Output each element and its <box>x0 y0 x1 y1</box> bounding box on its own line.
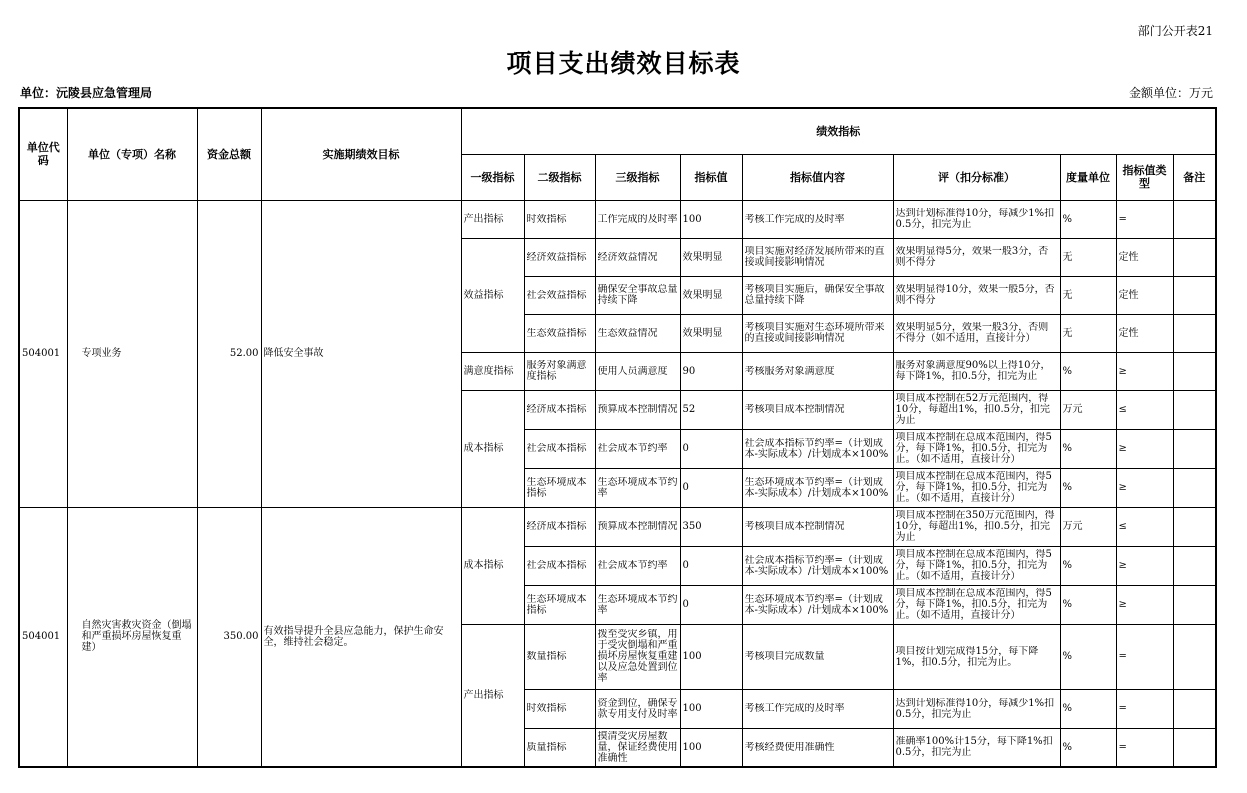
measure-unit: % <box>1060 546 1116 585</box>
indicator-content: 考核项目成本控制情况 <box>742 507 893 546</box>
indicator-content: 考核服务对象满意度 <box>742 352 893 390</box>
indicator-value: 100 <box>680 689 742 728</box>
indicator-level3: 使用人员满意度 <box>595 352 680 390</box>
scoring-standard: 项目成本控制在52万元范围内，得10分，每超出1%，扣0.5分，扣完为止 <box>893 390 1060 429</box>
project-total: 52.00 <box>197 200 261 507</box>
scoring-standard: 准确率100%计15分，每下降1%扣0.5分，扣完为止 <box>893 728 1060 767</box>
header-score: 评（扣分标准） <box>893 154 1060 200</box>
measure-unit: % <box>1060 689 1116 728</box>
indicator-value: 0 <box>680 585 742 624</box>
header-name: 单位（专项）名称 <box>67 108 197 200</box>
scoring-standard: 效果明显得5分，效果一般3分，否则不得分 <box>893 238 1060 276</box>
indicator-level1: 成本指标 <box>461 507 524 624</box>
remark <box>1173 276 1216 314</box>
value-type: ≥ <box>1116 546 1173 585</box>
indicator-content: 项目实施对经济发展所带来的直接或间接影响情况 <box>742 238 893 276</box>
indicator-level2: 质量指标 <box>524 728 595 767</box>
indicator-level1: 效益指标 <box>461 238 524 352</box>
indicator-level1: 成本指标 <box>461 390 524 507</box>
remark <box>1173 546 1216 585</box>
indicator-content: 考核项目成本控制情况 <box>742 390 893 429</box>
value-type: = <box>1116 624 1173 689</box>
indicator-value: 52 <box>680 390 742 429</box>
value-type: ≥ <box>1116 585 1173 624</box>
measure-unit: 无 <box>1060 276 1116 314</box>
measure-unit: % <box>1060 429 1116 468</box>
scoring-standard: 项目成本控制在350万元范围内，得10分，每超出1%，扣0.5分，扣完为止 <box>893 507 1060 546</box>
indicator-content: 社会成本指标节约率=（计划成本-实际成本）/计划成本×100% <box>742 546 893 585</box>
scoring-standard: 项目成本控制在总成本范围内，得5分，每下降1%，扣0.5分，扣完为止。（如不适用，直接计分） <box>893 429 1060 468</box>
indicator-level2: 生态效益指标 <box>524 314 595 352</box>
indicator-level2: 社会成本指标 <box>524 429 595 468</box>
measure-unit: 万元 <box>1060 390 1116 429</box>
indicator-level2: 社会成本指标 <box>524 546 595 585</box>
indicator-level1: 满意度指标 <box>461 352 524 390</box>
scoring-standard: 项目成本控制在总成本范围内，得5分，每下降1%，扣0.5分，扣完为止。（如不适用，直接计分） <box>893 468 1060 507</box>
indicator-level2: 经济成本指标 <box>524 390 595 429</box>
indicator-level2: 经济成本指标 <box>524 507 595 546</box>
indicator-level1: 产出指标 <box>461 200 524 238</box>
indicator-value: 效果明显 <box>680 314 742 352</box>
indicator-level3: 生态环境成本节约率 <box>595 585 680 624</box>
indicator-value: 90 <box>680 352 742 390</box>
header-remark: 备注 <box>1173 154 1216 200</box>
indicator-level2: 经济效益指标 <box>524 238 595 276</box>
measure-unit: % <box>1060 468 1116 507</box>
measure-unit: % <box>1060 728 1116 767</box>
value-type: ≥ <box>1116 468 1173 507</box>
indicator-content: 考核项目完成数量 <box>742 624 893 689</box>
value-type: = <box>1116 728 1173 767</box>
scoring-standard: 项目成本控制在总成本范围内，得5分，每下降1%，扣0.5分，扣完为止。（如不适用，直接计分） <box>893 546 1060 585</box>
header-perf: 绩效指标 <box>461 108 1216 154</box>
indicator-level2: 数量指标 <box>524 624 595 689</box>
remark <box>1173 468 1216 507</box>
table-row <box>19 507 1216 546</box>
remark <box>1173 507 1216 546</box>
indicator-level2: 时效指标 <box>524 689 595 728</box>
indicator-level3: 资金到位，确保专款专用支付及时率 <box>595 689 680 728</box>
header-lvl1: 一级指标 <box>461 154 524 200</box>
header-lvl3: 三级指标 <box>595 154 680 200</box>
header-code: 单位代码 <box>19 108 67 200</box>
value-type: ≤ <box>1116 390 1173 429</box>
indicator-content: 生态环境成本节约率=（计划成本-实际成本）/计划成本×100% <box>742 585 893 624</box>
indicator-value: 0 <box>680 468 742 507</box>
indicator-content: 考核经费使用准确性 <box>742 728 893 767</box>
performance-table <box>18 107 1217 768</box>
project-goal: 降低安全事故 <box>261 200 461 507</box>
remark <box>1173 200 1216 238</box>
header-goal: 实施期绩效目标 <box>261 108 461 200</box>
header-type: 指标值类型 <box>1116 154 1173 200</box>
indicator-content: 生态环境成本节约率=（计划成本-实际成本）/计划成本×100% <box>742 468 893 507</box>
project-total: 350.00 <box>197 507 261 767</box>
indicator-value: 效果明显 <box>680 276 742 314</box>
unit-label: 单位：沅陵县应急管理局 <box>20 86 153 100</box>
scoring-standard: 项目成本控制在总成本范围内，得5分，每下降1%，扣0.5分，扣完为止。（如不适用，直接计分） <box>893 585 1060 624</box>
indicator-level3: 生态效益情况 <box>595 314 680 352</box>
document-number: 部门公开表21 <box>1137 24 1213 38</box>
project-goal: 有效指导提升全县应急能力，保护生命安全，维持社会稳定。 <box>261 507 461 767</box>
indicator-value: 0 <box>680 429 742 468</box>
measure-unit: 无 <box>1060 314 1116 352</box>
project-code: 504001 <box>19 507 67 767</box>
indicator-level1: 产出指标 <box>461 624 524 767</box>
money-unit-label: 金额单位：万元 <box>1128 86 1213 100</box>
remark <box>1173 238 1216 276</box>
remark <box>1173 624 1216 689</box>
remark <box>1173 728 1216 767</box>
indicator-content: 考核项目实施后，确保安全事故总量持续下降 <box>742 276 893 314</box>
indicator-level3: 拨至受灾乡镇，用于受灾倒塌和严重损坏房屋恢复重建以及应急处置到位率 <box>595 624 680 689</box>
header-measure: 度量单位 <box>1060 154 1116 200</box>
indicator-level2: 生态环境成本指标 <box>524 585 595 624</box>
indicator-level3: 确保安全事故总量持续下降 <box>595 276 680 314</box>
scoring-standard: 效果明显得10分，效果一般5分，否则不得分 <box>893 276 1060 314</box>
project-name: 自然灾害救灾资金（倒塌和严重损坏房屋恢复重建） <box>67 507 197 767</box>
table-row <box>19 200 1216 238</box>
header-content: 指标值内容 <box>742 154 893 200</box>
scoring-standard: 达到计划标准得10分，每减少1%扣0.5分，扣完为止 <box>893 689 1060 728</box>
measure-unit: % <box>1060 352 1116 390</box>
measure-unit: % <box>1060 624 1116 689</box>
indicator-value: 350 <box>680 507 742 546</box>
value-type: 定性 <box>1116 238 1173 276</box>
remark <box>1173 390 1216 429</box>
indicator-value: 效果明显 <box>680 238 742 276</box>
measure-unit: % <box>1060 585 1116 624</box>
indicator-level3: 社会成本节约率 <box>595 546 680 585</box>
scoring-standard: 项目按计划完成得15分，每下降1%，扣0.5分，扣完为止。 <box>893 624 1060 689</box>
header-lvl2: 二级指标 <box>524 154 595 200</box>
value-type: 定性 <box>1116 314 1173 352</box>
table-body <box>19 200 1216 767</box>
indicator-value: 100 <box>680 728 742 767</box>
indicator-content: 考核项目实施对生态环境所带来的直接或间接影响情况 <box>742 314 893 352</box>
indicator-content: 考核工作完成的及时率 <box>742 200 893 238</box>
project-name: 专项业务 <box>67 200 197 507</box>
indicator-value: 100 <box>680 200 742 238</box>
project-code: 504001 <box>19 200 67 507</box>
indicator-content: 社会成本指标节约率=（计划成本-实际成本）/计划成本×100% <box>742 429 893 468</box>
indicator-value: 100 <box>680 624 742 689</box>
remark <box>1173 429 1216 468</box>
value-type: ≥ <box>1116 429 1173 468</box>
value-type: = <box>1116 200 1173 238</box>
header-total: 资金总额 <box>197 108 261 200</box>
indicator-level3: 经济效益情况 <box>595 238 680 276</box>
scoring-standard: 效果明显5分，效果一般3分，否则不得分（如不适用，直接计分） <box>893 314 1060 352</box>
remark <box>1173 689 1216 728</box>
indicator-level3: 预算成本控制情况 <box>595 507 680 546</box>
indicator-level3: 预算成本控制情况 <box>595 390 680 429</box>
scoring-standard: 达到计划标准得10分，每减少1%扣0.5分，扣完为止 <box>893 200 1060 238</box>
measure-unit: % <box>1060 200 1116 238</box>
indicator-level2: 时效指标 <box>524 200 595 238</box>
scoring-standard: 服务对象满意度90%以上得10分，每下降1%，扣0.5分，扣完为止 <box>893 352 1060 390</box>
value-type: = <box>1116 689 1173 728</box>
value-type: ≥ <box>1116 352 1173 390</box>
indicator-level2: 生态环境成本指标 <box>524 468 595 507</box>
value-type: ≤ <box>1116 507 1173 546</box>
indicator-level2: 服务对象满意度指标 <box>524 352 595 390</box>
indicator-content: 考核工作完成的及时率 <box>742 689 893 728</box>
measure-unit: 无 <box>1060 238 1116 276</box>
remark <box>1173 314 1216 352</box>
value-type: 定性 <box>1116 276 1173 314</box>
header-value: 指标值 <box>680 154 742 200</box>
remark <box>1173 352 1216 390</box>
measure-unit: 万元 <box>1060 507 1116 546</box>
page-title: 项目支出绩效目标表 <box>506 49 741 78</box>
indicator-level3: 工作完成的及时率 <box>595 200 680 238</box>
indicator-value: 0 <box>680 546 742 585</box>
indicator-level3: 生态环境成本节约率 <box>595 468 680 507</box>
indicator-level3: 社会成本节约率 <box>595 429 680 468</box>
indicator-level3: 摸清受灾房屋数量，保证经费使用准确性 <box>595 728 680 767</box>
remark <box>1173 585 1216 624</box>
indicator-level2: 社会效益指标 <box>524 276 595 314</box>
